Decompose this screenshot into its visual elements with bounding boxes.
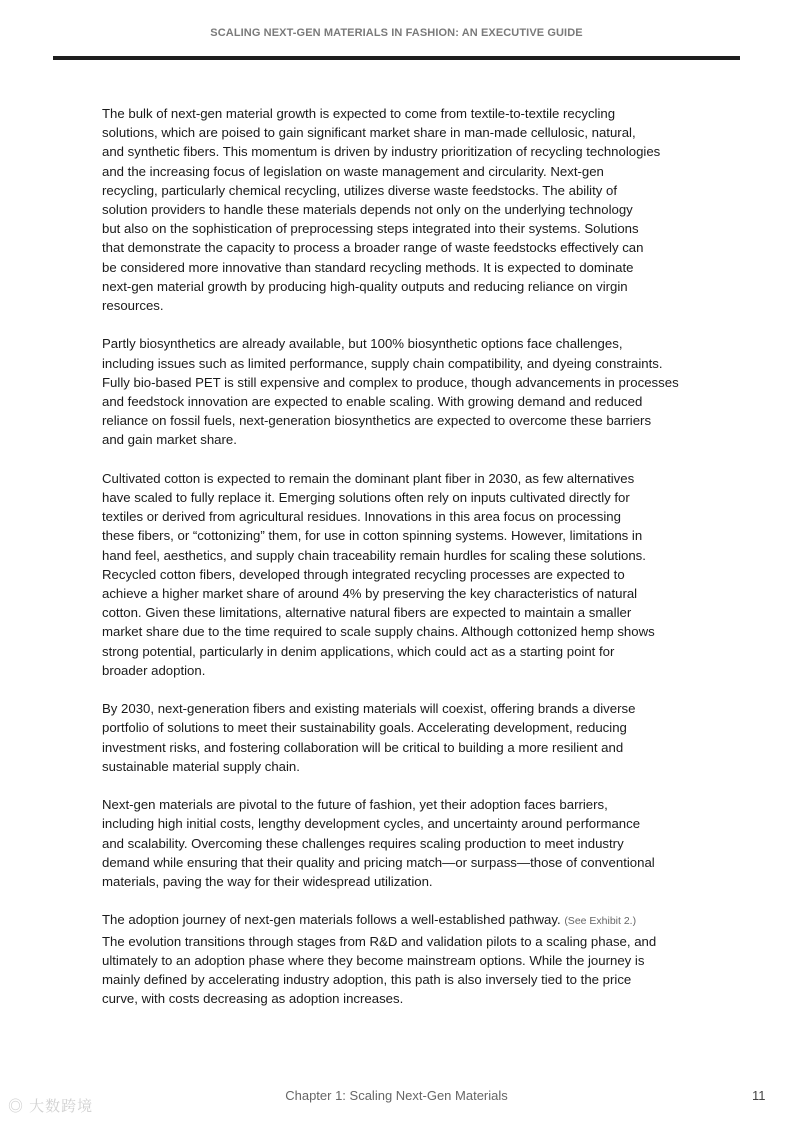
paragraph [102, 104, 702, 315]
text-line: Recycled cotton fibers, developed through integrated recycling processes are expected to [102, 566, 625, 582]
text-line: solution providers to handle these materials depends not only on the underlying technology [102, 202, 633, 218]
paragraph [102, 334, 702, 449]
page-number: 11 [752, 1088, 766, 1103]
text-line: mainly defined by accelerating industry adoption, this path is also inversely tied to the price [102, 972, 632, 988]
text-line: By 2030, next-generation fibers and existing materials will coexist, offering brands a diverse [102, 701, 636, 717]
text-line: cotton. Given these limitations, alternative natural fibers are expected to maintain a smaller [102, 605, 632, 621]
watermark-text: 大数跨境 [29, 1098, 94, 1115]
text-line: market share due to the time required to scale supply chains. Although cottonized hemp shows [102, 624, 655, 640]
text-line: solutions, which are poised to gain significant market share in man-made cellulosic, natural, [102, 125, 636, 141]
watermark-logo: ◎ 大数跨境 [8, 1098, 94, 1115]
text-line: materials, paving the way for their widespread utilization. [102, 874, 433, 890]
text-segment: The adoption journey of next-gen materials follows a well-established pathway. [102, 912, 565, 928]
text-line: resources. [102, 298, 164, 314]
text-line: next-gen material growth by producing high-quality outputs and reducing reliance on virgin [102, 278, 628, 294]
text-line: and the increasing focus of legislation on waste management and circularity. Next-gen [102, 163, 604, 179]
text-line: that demonstrate the capacity to process a broader range of waste feedstocks effectively can [102, 240, 644, 256]
paragraph [102, 795, 702, 891]
text-line: investment risks, and fostering collaboration will be critical to building a more resilient and [102, 739, 624, 755]
text-line: strong potential, particularly in denim applications, which could act as a starting point for [102, 643, 615, 659]
footer-chapter: Chapter 1: Scaling Next-Gen Materials [285, 1088, 508, 1103]
text-line: and gain market share. [102, 432, 237, 448]
text-line: and scalability. Overcoming these challenges requires scaling production to meet industry [102, 835, 624, 851]
text-line: hand feel, aesthetics, and supply chain traceability remain hurdles for scaling these solutions. [102, 547, 646, 563]
text-line: Fully bio-based PET is still expensive and complex to produce, though advancements in processes [102, 374, 679, 390]
text-line: sustainable material supply chain. [102, 758, 300, 774]
text-line: and synthetic fibers. This momentum is driven by industry prioritization of recycling technologies [102, 144, 661, 160]
text-line: Cultivated cotton is expected to remain the dominant plant fiber in 2030, as few alternatives [102, 470, 635, 486]
text-line: The evolution transitions through stages from R&D and validation pilots to a scaling phase, and [102, 933, 657, 949]
exhibit-reference: (See Exhibit 2.) [564, 915, 637, 928]
text-line: demand while ensuring that their quality and pricing match—or surpass—those of conventional [102, 854, 655, 870]
text-line: be considered more innovative than standard recycling methods. It is expected to dominate [102, 259, 634, 275]
paragraph [102, 699, 702, 776]
paragraph [102, 469, 702, 680]
text-line: including high initial costs, lengthy development cycles, and uncertainty around performance [102, 816, 641, 832]
text-line: but also on the sophistication of preprocessing steps integrated into their systems. Solutions [102, 221, 639, 237]
text-line: ultimately to an adoption phase where they become mainstream options. While the journey is [102, 952, 645, 968]
text-line: The bulk of next-gen material growth is expected to come from textile-to-textile recycling [102, 106, 616, 121]
text-line: Next-gen materials are pivotal to the future of fashion, yet their adoption faces barriers, [102, 797, 608, 813]
text-line: textiles or derived from agricultural residues. Innovations in this area focus on processing [102, 509, 621, 525]
header-divider [53, 56, 740, 60]
text-line: reliance on fossil fuels, next-generation biosynthetics are expected to overcome these barriers [102, 413, 652, 429]
body-text [102, 104, 702, 1028]
text-line: these fibers, or “cottonizing” them, for use in cotton spinning systems. However, limitations in [102, 528, 643, 544]
text-line: and feedstock innovation are expected to enable scaling. With growing demand and reduced [102, 394, 643, 410]
text-line: portfolio of solutions to meet their sustainability goals. Accelerating development, reducing [102, 720, 627, 736]
text-line: recycling, particularly chemical recycling, utilizes diverse waste feedstocks. The ability of [102, 182, 618, 198]
text-line: achieve a higher market share of around 4% by preserving the key characteristics of natural [102, 586, 638, 602]
text-line: including issues such as limited performance, supply chain compatibility, and dyeing constraints. [102, 355, 663, 371]
text-line [102, 910, 702, 931]
running-header: SCALING NEXT-GEN MATERIALS IN FASHION: AN EXECUTIVE GUIDE [210, 27, 583, 39]
text-line: curve, with costs decreasing as adoption increases. [102, 991, 404, 1007]
text-line: have scaled to fully replace it. Emerging solutions often rely on inputs cultivated directly for [102, 490, 630, 506]
paragraph [102, 910, 702, 1008]
text-line: broader adoption. [102, 662, 206, 678]
text-line: Partly biosynthetics are already available, but 100% biosynthetic options face challenges, [102, 336, 623, 352]
